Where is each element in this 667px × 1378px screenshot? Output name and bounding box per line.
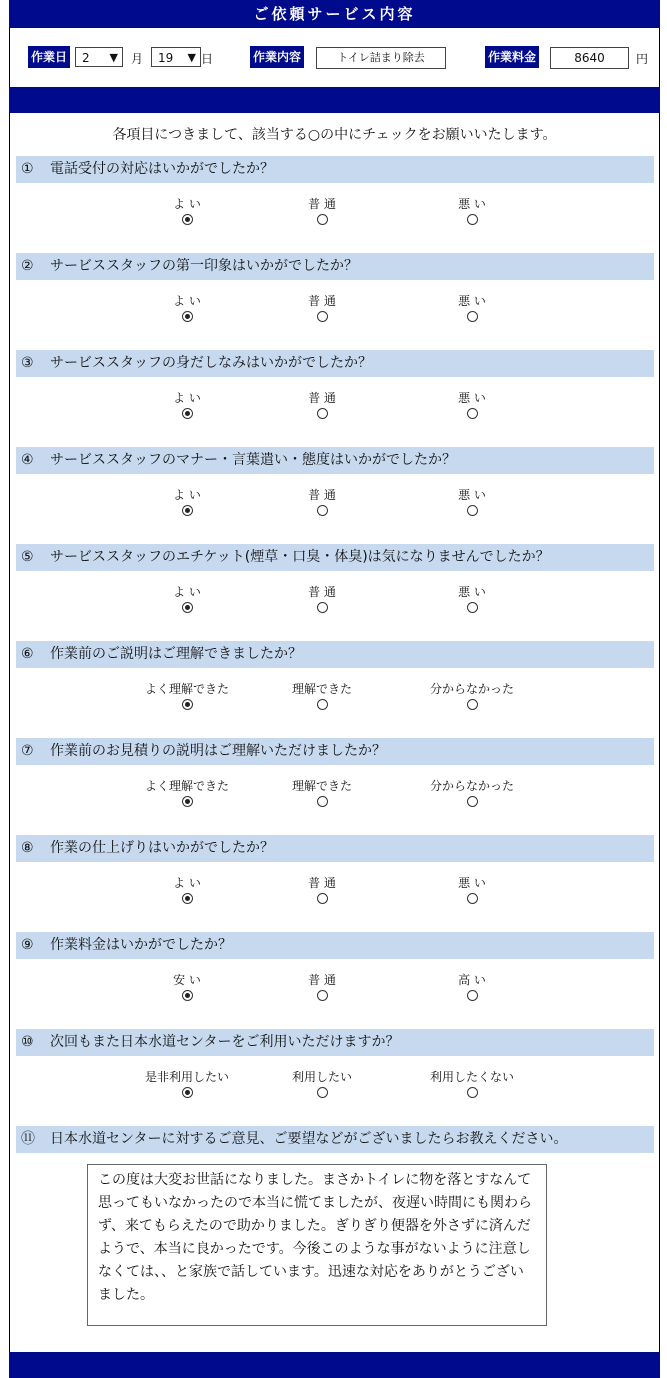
month-value: 2 (82, 51, 90, 65)
question-7-option[interactable] (412, 778, 532, 810)
question-6-option[interactable] (412, 681, 532, 713)
question-5-option[interactable] (412, 584, 532, 616)
fee-label: 作業料金 (485, 46, 539, 68)
radio-button[interactable] (182, 893, 193, 904)
radio-button[interactable] (317, 602, 328, 613)
radio-button[interactable] (182, 311, 193, 322)
question-9-option[interactable] (412, 972, 532, 1004)
option-label: 普 通 (308, 973, 336, 987)
option-label: よ い (173, 585, 201, 599)
radio-button[interactable] (317, 1087, 328, 1098)
option-label: 分からなかった (429, 779, 514, 793)
radio-button[interactable] (182, 505, 193, 516)
day-select[interactable] (151, 47, 201, 67)
question-8-option[interactable] (412, 875, 532, 907)
radio-button[interactable] (317, 796, 328, 807)
question-number: ⑨ (21, 937, 34, 953)
question-number: ② (21, 258, 34, 274)
instructions-text: 各項目につきまして、該当する○の中にチェックをお願いいたします。 (112, 127, 557, 143)
radio-button[interactable] (182, 214, 193, 225)
radio-button[interactable] (467, 214, 478, 225)
option-label: 普 通 (308, 585, 336, 599)
radio-button[interactable] (182, 408, 193, 419)
question-2-option[interactable] (262, 293, 382, 325)
question-number: ⑧ (21, 840, 34, 856)
question-number: ① (21, 161, 34, 177)
question-6-option[interactable] (127, 681, 247, 713)
fee-unit: 円 (636, 52, 649, 66)
question-11-header (16, 1126, 654, 1153)
question-1-option[interactable] (127, 196, 247, 228)
question-number: ⑩ (21, 1034, 34, 1050)
radio-button[interactable] (317, 408, 328, 419)
question-number: ③ (21, 355, 34, 371)
radio-button[interactable] (317, 505, 328, 516)
question-7-option[interactable] (127, 778, 247, 810)
fee-field[interactable]: 8640 (550, 47, 629, 69)
question-text: 作業料金はいかがでしたか？ (50, 937, 232, 953)
question-6-option[interactable] (262, 681, 382, 713)
question-4-option[interactable] (262, 487, 382, 519)
option-label: よく理解できた (144, 779, 229, 793)
question-number: ⑦ (21, 743, 34, 759)
option-label: 普 通 (308, 294, 336, 308)
question-10-option[interactable] (262, 1069, 382, 1101)
page-title: ご依頼サービス内容 (9, 0, 660, 28)
chevron-down-icon: ▼ (187, 51, 196, 64)
option-label: よ い (173, 197, 201, 211)
question-4-option[interactable] (412, 487, 532, 519)
radio-button[interactable] (182, 1087, 193, 1098)
question-10-option[interactable] (127, 1069, 247, 1101)
option-label: 利用したくない (429, 1070, 514, 1084)
option-label: 高 い (458, 973, 486, 987)
question-number: ⑤ (21, 549, 34, 565)
option-label: よ い (173, 876, 201, 890)
option-label: 悪 い (458, 294, 486, 308)
question-1-option[interactable] (412, 196, 532, 228)
radio-button[interactable] (182, 796, 193, 807)
option-label: 悪 い (458, 876, 486, 890)
month-unit: 月 (131, 52, 144, 66)
question-1-header (16, 156, 654, 183)
question-text: 作業の仕上げりはいかがでしたか？ (50, 840, 274, 856)
question-number: ⑥ (21, 646, 34, 662)
question-text: 日本水道センターに対するご意見、ご要望などがございましたらお教えください。 (50, 1131, 568, 1147)
radio-button[interactable] (182, 699, 193, 710)
option-label: 是非利用したい (144, 1070, 229, 1084)
question-number: ⑪ (21, 1131, 35, 1147)
option-label: 普 通 (308, 391, 336, 405)
question-9-option[interactable] (262, 972, 382, 1004)
radio-button[interactable] (467, 505, 478, 516)
month-select[interactable] (75, 47, 123, 67)
day-value: 19 (158, 51, 174, 65)
option-label: 分からなかった (429, 682, 514, 696)
question-3-header (16, 350, 654, 377)
radio-button[interactable] (317, 214, 328, 225)
radio-button[interactable] (467, 1087, 478, 1098)
radio-button[interactable] (467, 893, 478, 904)
question-9-header (16, 932, 654, 959)
question-4-option[interactable] (127, 487, 247, 519)
option-label: よ い (173, 391, 201, 405)
question-3-option[interactable] (262, 390, 382, 422)
question-10-header (16, 1029, 654, 1056)
question-text: サービススタッフの第一印象はいかがでしたか？ (50, 258, 358, 274)
question-text: 作業前のお見積りの説明はご理解いただけましたか？ (50, 743, 386, 759)
radio-button[interactable] (317, 311, 328, 322)
question-text: 次回もまた日本水道センターをご利用いただけますか？ (50, 1034, 400, 1050)
content-field[interactable]: トイレ詰まり除去 (316, 47, 446, 69)
option-label: 悪 い (458, 197, 486, 211)
question-6-header (16, 641, 654, 668)
chevron-down-icon: ▼ (109, 51, 118, 64)
radio-button[interactable] (467, 990, 478, 1001)
radio-button[interactable] (467, 311, 478, 322)
question-7-option[interactable] (262, 778, 382, 810)
radio-button[interactable] (467, 602, 478, 613)
option-label: 普 通 (308, 197, 336, 211)
question-4-header (16, 447, 654, 474)
radio-button[interactable] (467, 408, 478, 419)
question-number: ④ (21, 452, 34, 468)
question-3-option[interactable] (127, 390, 247, 422)
option-label: 安 い (173, 973, 201, 987)
option-label: よく理解できた (144, 682, 229, 696)
question-text: サービススタッフのマナー・言葉遣い・態度はいかがでしたか？ (50, 452, 456, 468)
radio-button[interactable] (317, 893, 328, 904)
radio-button[interactable] (317, 990, 328, 1001)
question-2-option[interactable] (412, 293, 532, 325)
option-label: よ い (173, 488, 201, 502)
radio-button[interactable] (467, 699, 478, 710)
radio-button[interactable] (182, 602, 193, 613)
option-label: 理解できた (291, 682, 352, 696)
radio-button[interactable] (182, 990, 193, 1001)
option-label: 利用したい (291, 1070, 352, 1084)
question-2-header (16, 253, 654, 280)
option-label: 悪 い (458, 488, 486, 502)
radio-button[interactable] (317, 699, 328, 710)
content-label: 作業内容 (250, 46, 304, 68)
question-3-option[interactable] (412, 390, 532, 422)
question-text: サービススタッフのエチケット(煙草・口臭・体臭)は気になりませんでしたか？ (50, 549, 550, 565)
day-unit: 日 (201, 52, 214, 66)
option-label: 理解できた (291, 779, 352, 793)
question-text: 電話受付の対応はいかがでしたか？ (50, 161, 274, 177)
option-label: よ い (173, 294, 201, 308)
comment-textarea[interactable]: この度は大変お世話になりました。まさかトイレに物を落とすなんて思ってもいなかったので本当に慌てましたが、夜遅い時間にも関わらず、来てもらえたので助かりました。ぎりぎり便器を外さずに済んだようで、本当に良かったです。今後このような事がないように注意しなくては、、と家族で話しています。迅速な対応をありがとうございました。 (87, 1164, 547, 1326)
option-label: 普 通 (308, 876, 336, 890)
question-text: サービススタッフの身だしなみはいかがでしたか？ (50, 355, 372, 371)
question-8-option[interactable] (127, 875, 247, 907)
question-5-option[interactable] (262, 584, 382, 616)
header-band (9, 87, 660, 113)
question-9-option[interactable] (127, 972, 247, 1004)
question-8-header (16, 835, 654, 862)
date-label: 作業日 (28, 46, 70, 68)
question-10-option[interactable] (412, 1069, 532, 1101)
question-5-option[interactable] (127, 584, 247, 616)
question-text: 作業前のご説明はご理解できましたか？ (50, 646, 302, 662)
option-label: 普 通 (308, 488, 336, 502)
option-label: 悪 い (458, 391, 486, 405)
question-5-header (16, 544, 654, 571)
question-2-option[interactable] (127, 293, 247, 325)
service-info-row (9, 44, 660, 72)
question-7-header (16, 738, 654, 765)
question-8-option[interactable] (262, 875, 382, 907)
option-label: 悪 い (458, 585, 486, 599)
footer-band (9, 1352, 660, 1378)
question-1-option[interactable] (262, 196, 382, 228)
radio-button[interactable] (467, 796, 478, 807)
